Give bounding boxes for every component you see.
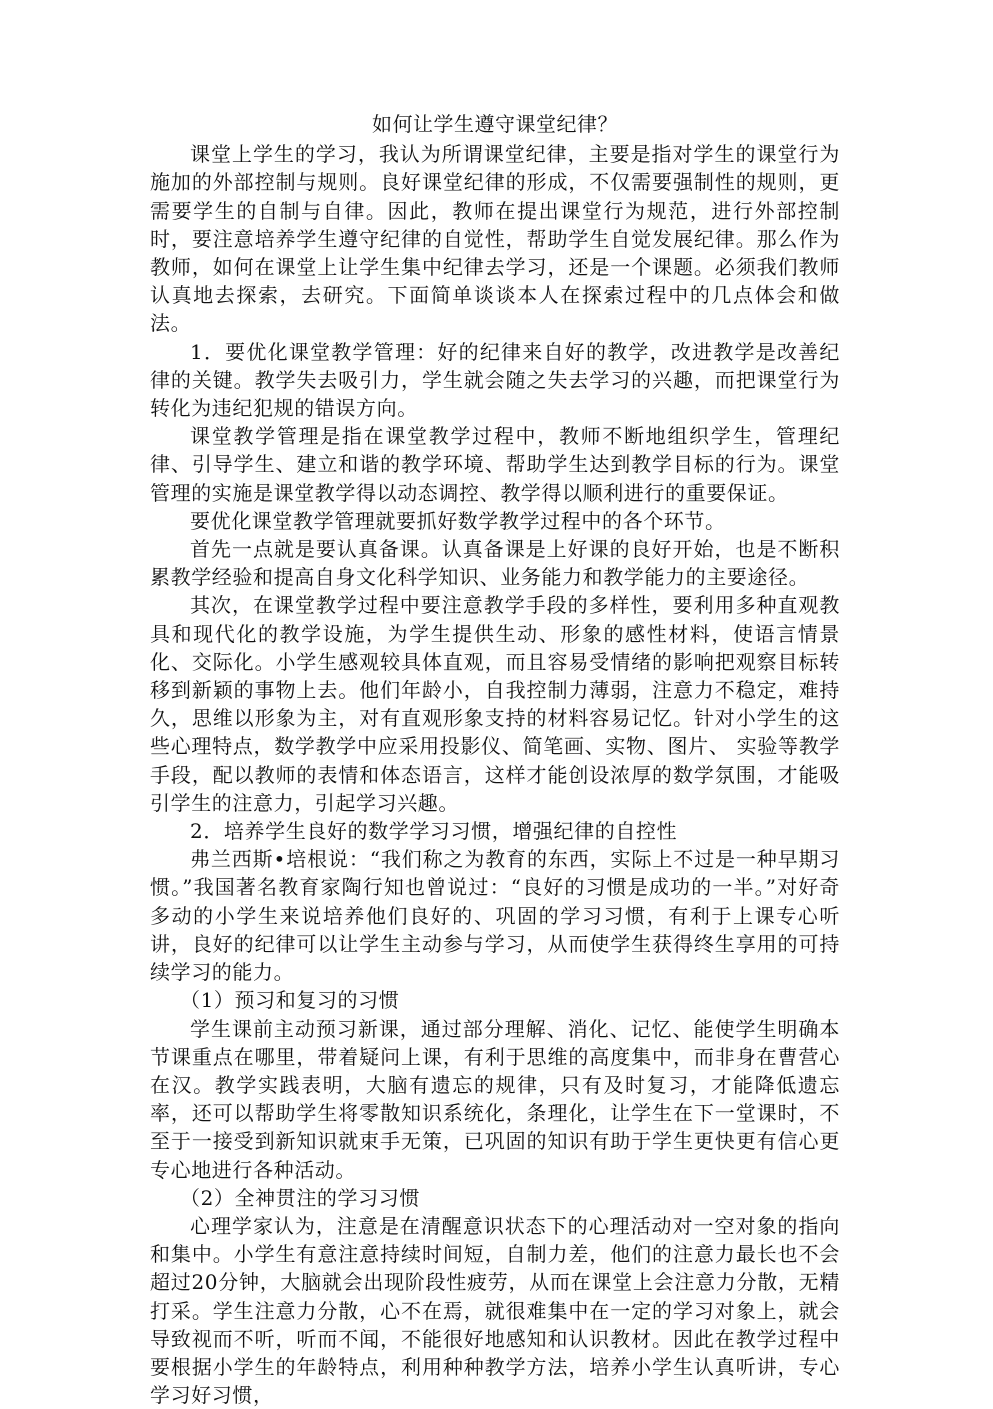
paragraph-first: 首先一点就是要认真备课。认真备课是上好课的良好开始，也是不断积累教学经验和提高自身文化科学知识、业务能力和教学能力的主要途径。 <box>150 537 840 590</box>
paragraph-section-1: 1．要优化课堂教学管理：好的纪律来自好的教学，改进教学是改善纪律的关键。教学失去吸引力，学生就会随之失去学习的兴趣，而把课堂行为转化为违纪犯规的错误方向。 <box>150 339 840 421</box>
document-title: 如何让学生遵守课堂纪律？ <box>372 112 618 136</box>
paragraph-second: 其次，在课堂教学过程中要注意教学手段的多样性，要利用多种直观教具和现代化的教学设施，为学生提供生动、形象的感性材料，使语言情景化、交际化。小学生感观较具体直观，而且容易受情绪的影响把观察目标转移到新颖的事物上去。他们年龄小，自我控制力薄弱，注意力不稳定，难持久，思维以形象为主，对有直观形象支持的材料容易记忆。针对小学生的这些心理特点，数学教学中应采用投影仪、简笔画、实物、图片、 实验等教学手段，配以教师的表情和体态语言，这样才能创设浓厚的数学氛围，才能吸引学生的注意力，引起学习兴趣。 <box>150 593 840 815</box>
paragraph-classroom-management: 课堂教学管理是指在课堂教学过程中，教师不断地组织学生，管理纪律、引导学生、建立和谐的教学环境、帮助学生达到教学目标的行为。课堂管理的实施是课堂教学得以动态调控、教学得以顺利进行的重要保证。 <box>150 424 840 505</box>
subheading-attention: （2）全神贯注的学习习惯 <box>180 1185 420 1210</box>
paragraph-attention: 心理学家认为，注意是在清醒意识状态下的心理活动对一空对象的指向和集中。小学生有意注意持续时间短，自制力差，他们的注意力最长也不会超过20分钟，大脑就会出现阶段性疲劳，从而在课堂上会注意力分散，无精打采。学生注意力分散，心不在焉，就很难集中在一定的学习对象上，就会导致视而不听，听而不闻，不能很好地感知和认识教材。因此在教学过程中要根据小学生的年龄特点，利用种种教学方法，培养小学生认真听讲，专心学习好习惯， <box>150 1213 840 1408</box>
paragraph-optimize: 要优化课堂教学管理就要抓好数学教学过程中的各个环节。 <box>190 508 726 533</box>
paragraph-preview-review: 学生课前主动预习新课，通过部分理解、消化、记忆、能使学生明确本节课重点在哪里，带着疑问上课，有利于思维的高度集中，而非身在曹营心在汉。教学实践表明，大脑有遗忘的规律，只有及时复习，才能降低遗忘率，还可以帮助学生将零散知识系统化，条理化，让学生在下一堂课时，不至于一接受到新知识就束手无策，已巩固的知识有助于学生更快更有信心更专心地进行各种活动。 <box>150 1016 840 1182</box>
document-page <box>150 110 840 1409</box>
paragraph-intro: 课堂上学生的学习，我认为所谓课堂纪律，主要是指对学生的课堂行为施加的外部控制与规则。良好课堂纪律的形成，不仅需要强制性的规则，更需要学生的自制与自律。因此，教师在提出课堂行为规范，进行外部控制时，要注意培养学生遵守纪律的自觉性，帮助学生自觉发展纪律。那么作为教师，如何在课堂上让学生集中纪律去学习，还是一个课题。必须我们教师认真地去探索，去研究。下面简单谈谈本人在探索过程中的几点体会和做法。 <box>150 142 840 336</box>
paragraph-bacon-quote: 弗兰西斯•培根说：“我们称之为教育的东西，实际上不过是一种早期习惯。”我国著名教育家陶行知也曾说过：“良好的习惯是成功的一半。”对好奇多动的小学生来说培养他们良好的、巩固的学习习惯，有利于上课专心听讲，良好的纪律可以让学生主动参与学习，从而使学生获得终生享用的可持续学习的能力。 <box>150 847 840 985</box>
paragraph-section-2: 2．培养学生良好的数学学习习惯，增强纪律的自控性 <box>190 819 678 844</box>
subheading-preview-review: （1）预习和复习的习惯 <box>180 988 400 1013</box>
